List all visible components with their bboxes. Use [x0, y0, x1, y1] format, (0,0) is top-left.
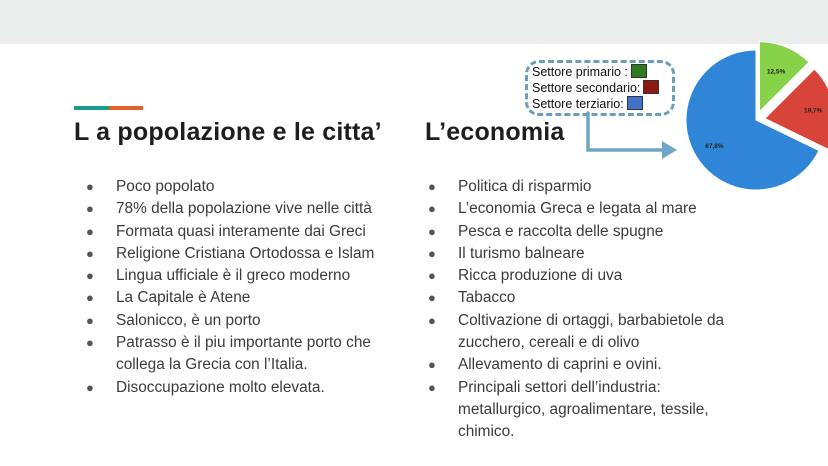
list-item: ● Disoccupazione molto elevata. — [86, 377, 406, 399]
bullet-icon: ● — [86, 268, 94, 284]
list-item: ● Politica di risparmio — [428, 176, 748, 198]
bullet-icon: ● — [428, 379, 436, 395]
list-item: ● Religione Cristiana Ortodossa e Islam — [86, 243, 406, 265]
pie-slices — [686, 42, 828, 190]
list-item: ● Principali settori dell’industria: metallurgico, agroalimentare, tessile, chimico. — [428, 378, 709, 441]
legend-item-primario — [532, 64, 647, 81]
pie-slice-label: 19,7% — [803, 107, 823, 115]
bullet-icon: ● — [428, 357, 436, 373]
legend-swatch — [643, 80, 659, 94]
bullet-icon: ● — [86, 290, 94, 306]
population-heading: L a popolazione e le citta’ — [74, 118, 382, 146]
bullet-icon: ● — [428, 290, 436, 306]
list-item: ● Poco popolato — [86, 176, 406, 198]
legend-label: Settore secondario: — [532, 81, 641, 95]
bullet-icon: ● — [86, 223, 94, 239]
list-item: ● Tabacco — [428, 287, 748, 309]
list-item: ● Patrasso è il piu importante porto che collega la Grecia con l’Italia. — [86, 334, 371, 374]
bullet-icon: ● — [428, 223, 436, 239]
bullet-icon: ● — [428, 179, 436, 194]
list-item: ● Coltivazione di ortaggi, barbabietole da zucchero, cereali e di olivo — [428, 311, 725, 352]
bullet-icon: ● — [428, 245, 436, 261]
legend-item-terziario — [532, 96, 643, 113]
bullet-icon: ● — [86, 335, 94, 351]
bullet-icon: ● — [86, 179, 94, 194]
list-item: ● Formata quasi interamente dai Greci — [86, 221, 406, 243]
list-item: ● Pesca e raccolta delle spugne — [428, 221, 748, 243]
bullet-icon: ● — [428, 312, 436, 328]
legend-label: Settore primario : — [532, 65, 628, 79]
list-item: ● Allevamento di caprini e ovini. — [428, 354, 748, 376]
pie-slice-label: 67,8% — [705, 142, 724, 150]
legend-swatch — [627, 96, 643, 110]
arrow-connector — [588, 113, 664, 150]
list-item: ● L’economia Greca e legata al mare — [428, 198, 748, 220]
list-item: ● Salonicco, è un porto — [86, 310, 406, 332]
bullet-icon: ● — [86, 379, 94, 395]
economy-heading: L’economia — [425, 118, 565, 146]
bullet-icon: ● — [428, 268, 436, 284]
bullet-icon: ● — [428, 201, 436, 217]
list-item: ● Ricca produzione di uva — [428, 265, 748, 287]
list-item: ● La Capitale è Atene — [86, 287, 406, 309]
list-item: ● Il turismo balneare — [428, 243, 748, 265]
bullet-icon: ● — [86, 312, 94, 328]
bullet-icon: ● — [86, 201, 94, 217]
bullet-icon: ● — [86, 245, 94, 261]
legend-label: Settore terziario: — [532, 97, 624, 111]
pie-slice-label: 12,5% — [766, 68, 786, 76]
arrow-head-icon — [662, 141, 677, 159]
legend-swatch — [631, 64, 647, 78]
list-item: ● 78% della popolazione vive nelle città — [86, 198, 406, 220]
legend-item-secondario — [532, 80, 659, 97]
list-item: ● Lingua ufficiale è il greco moderno — [86, 265, 406, 287]
